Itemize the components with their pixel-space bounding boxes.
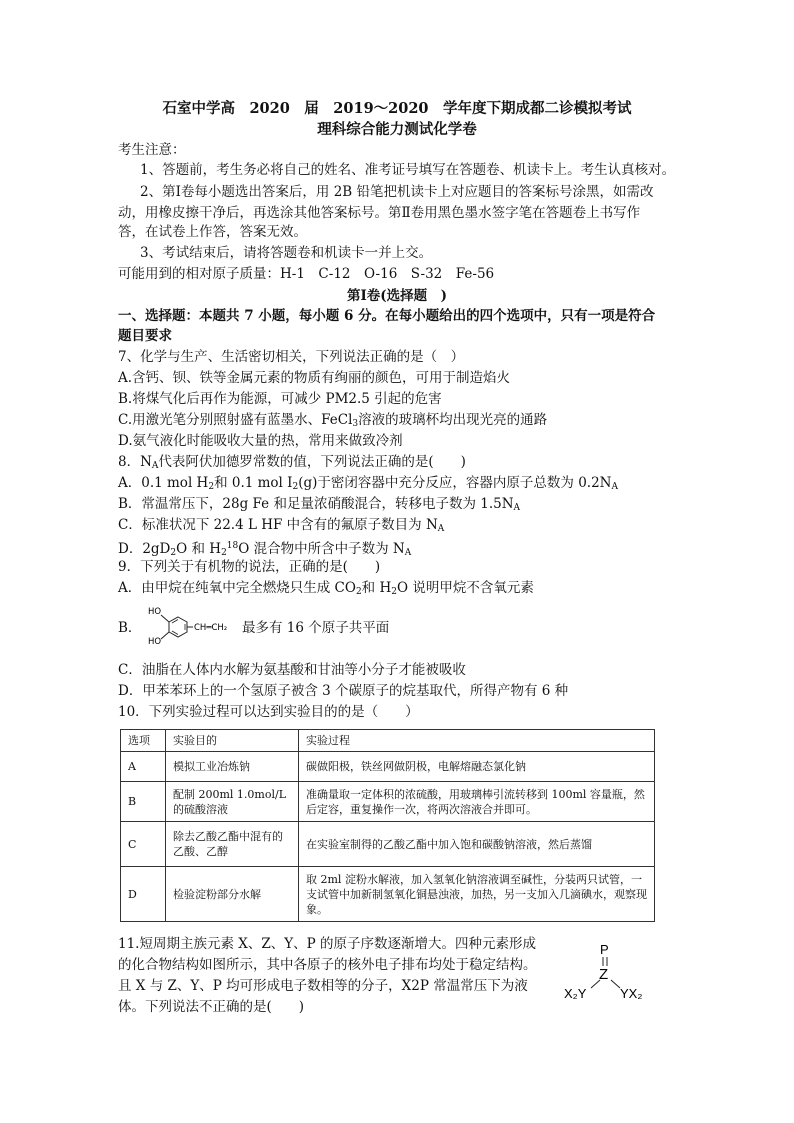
q7-option-b: B.将煤气化后再作为能源，可减少 PM2.5 引起的危害 — [118, 391, 442, 407]
table-cell-purpose: 配制 200ml 1.0mol/L 的硫酸溶液 — [166, 782, 299, 822]
q11-line-4: 体。下列说法不正确的是( ) — [118, 999, 305, 1015]
q11-line-3: 且 X 与 Z、Y、P 均可形成电子数相等的分子，X2P 常温常压下为液 — [118, 978, 528, 994]
notice-item-3: 3、考试结束后，请将答题卷和机读卡一并上交。 — [140, 245, 433, 261]
table-header-row — [121, 730, 655, 752]
q9-stem: 9．下列关于有机物的说法，正确的是( ) — [118, 559, 381, 575]
q9-option-a: A．由甲烷在纯氧中完全燃烧只生成 $CO_2$和 $H_2O$ 说明甲烷不含氧元素 — [118, 580, 534, 597]
q7-stem: 7、化学与生产、生活密切相关，下列说法正确的是（ ） — [118, 349, 465, 365]
structure-atom-z: Z — [599, 966, 609, 983]
table-cell-purpose: 除去乙酸乙酯中混有的乙酸、乙醇 — [166, 822, 299, 867]
q8-option-b: B．常温常压下，28g Fe 和足量浓硝酸混合，转移电子数为 $1.5N_A$ — [118, 496, 521, 513]
section-instruction-line-1: 一、选择题：本题共 7 小题，每小题 6 分。在每小题给出的四个选项中，只有一项是符合 — [118, 308, 656, 324]
structure-ho-bottom: HO — [148, 637, 162, 647]
structure-right-group: YX₂ — [620, 986, 643, 1001]
notice-item-2-line-1: 2、第Ⅰ卷每小题选出答案后，用 2B 铅笔把机读卡上对应题目的答案标号涂黑，如需改 — [140, 184, 654, 200]
atomic-mass-line: 可能用到的相对原子质量：H-1 C-12 O-16 S-32 Fe-56 — [118, 266, 495, 282]
table-header-cell: 选项 — [121, 730, 166, 752]
exam-title: 石室中学高 2020 届 2019～2020 学年度下期成都二诊模拟考试 — [162, 100, 632, 117]
table-cell-option: A — [121, 752, 166, 782]
structure-vinyl-group: CH═CH₂ — [194, 623, 228, 633]
compound-structure — [560, 940, 680, 1002]
q8-option-c: C．标准状况下 22.4 L HF 中含有的氟原子数目为 $N_A$ — [118, 517, 445, 534]
catechol-vinyl-structure — [142, 601, 240, 651]
structure-ho-top: HO — [148, 607, 162, 617]
q9-option-b-label: B． — [118, 620, 142, 636]
table-cell-purpose: 模拟工业冶炼钠 — [166, 752, 299, 782]
table-cell-purpose: 检验淀粉部分水解 — [166, 867, 299, 922]
table-cell-process: 准确量取一定体积的浓硫酸，用玻璃棒引流转移到 100ml 容量瓶，然后定容，重复操作一次，将两次溶液合并即可。 — [299, 782, 655, 822]
table-cell-option: D — [121, 867, 166, 922]
table-cell-option: C — [121, 822, 166, 867]
structure-left-group: X₂Y — [564, 986, 587, 1001]
notice-item-2-line-2: 动，用橡皮擦干净后，再选涂其他答案标号。第Ⅱ卷用黑色墨水签字笔在答题卷上书写作 — [118, 205, 641, 221]
table-cell-process: 在实验室制得的乙酸乙酯中加入饱和碳酸钠溶液，然后蒸馏 — [299, 822, 655, 867]
q8-option-a: A．0.1 mol $H_2$和 0.1 mol $I_2(g)$于密闭容器中充分反应，容器内原子总数为 $0.2N_A$ — [118, 475, 618, 492]
q11-line-2: 的化合物结构如图所示，其中各原子的核外电子排布均处于稳定结构。 — [118, 957, 537, 973]
notice-heading: 考生注意： — [118, 142, 186, 158]
q7-option-a: A.含钙、钡、铁等金属元素的物质有绚丽的颜色，可用于制造焰火 — [118, 370, 511, 386]
table-cell-process: 取 2ml 淀粉水解液，加入氢氧化钠溶液调至碱性，分装两只试管，一支试管中加新制氢氧化铜悬浊液，加热，另一支加入几滴碘水，观察现象。 — [299, 867, 655, 922]
section-title: 第Ⅰ卷(选择题 ) — [346, 288, 448, 304]
q8-option-d: D．$2gD_2O$ 和 $H_2^{18}O$ 混合物中所含中子数为 $N_A$ — [118, 541, 412, 558]
table-header-cell: 实验目的 — [166, 730, 299, 752]
q9-option-b-text: 最多有 16 个原子共平面 — [242, 620, 390, 636]
table-cell-process: 碳做阳极，铁丝网做阴极，电解熔融态氯化钠 — [299, 752, 655, 782]
q7-option-c: C.用激光笔分别照射盛有蓝墨水、FeCl$_3$溶液的玻璃杯均出现光亮的通路 — [118, 412, 548, 429]
q9-option-c: C．油脂在人体内水解为氨基酸和甘油等小分子才能被吸收 — [118, 662, 466, 678]
table-header-cell: 实验过程 — [299, 730, 655, 752]
table-cell-option: B — [121, 782, 166, 822]
table-row — [121, 752, 655, 782]
notice-item-1: 1、答题前，考生务必将自己的姓名、准考证号填写在答题卷、机读卡上。考生认真核对。 — [140, 162, 676, 178]
q11-line-1: 11.短周期主族元素 X、Z、Y、P 的原子序数逐渐增大。四种元素形成 — [118, 936, 537, 952]
notice-item-2-line-3: 答，在试卷上作答，答案无效。 — [118, 224, 307, 240]
q8-stem: 8．$N_A$代表阿伏加德罗常数的值，下列说法正确的是( ) — [118, 454, 466, 471]
table-row — [121, 822, 655, 867]
table-row — [121, 867, 655, 922]
structure-atom-p: P — [600, 942, 609, 957]
exam-subtitle: 理科综合能力测试化学卷 — [317, 121, 477, 138]
q10-experiment-table — [120, 729, 655, 922]
q9-option-d: D．甲苯苯环上的一个氢原子被含 3 个碳原子的烷基取代，所得产物有 6 种 — [118, 683, 569, 699]
q10-stem: 10．下列实验过程可以达到实验目的的是（ ） — [118, 704, 419, 720]
section-instruction-line-2: 题目要求 — [118, 328, 172, 344]
table-row — [121, 782, 655, 822]
q7-option-d: D.氨气液化时能吸收大量的热，常用来做致冷剂 — [118, 433, 403, 449]
